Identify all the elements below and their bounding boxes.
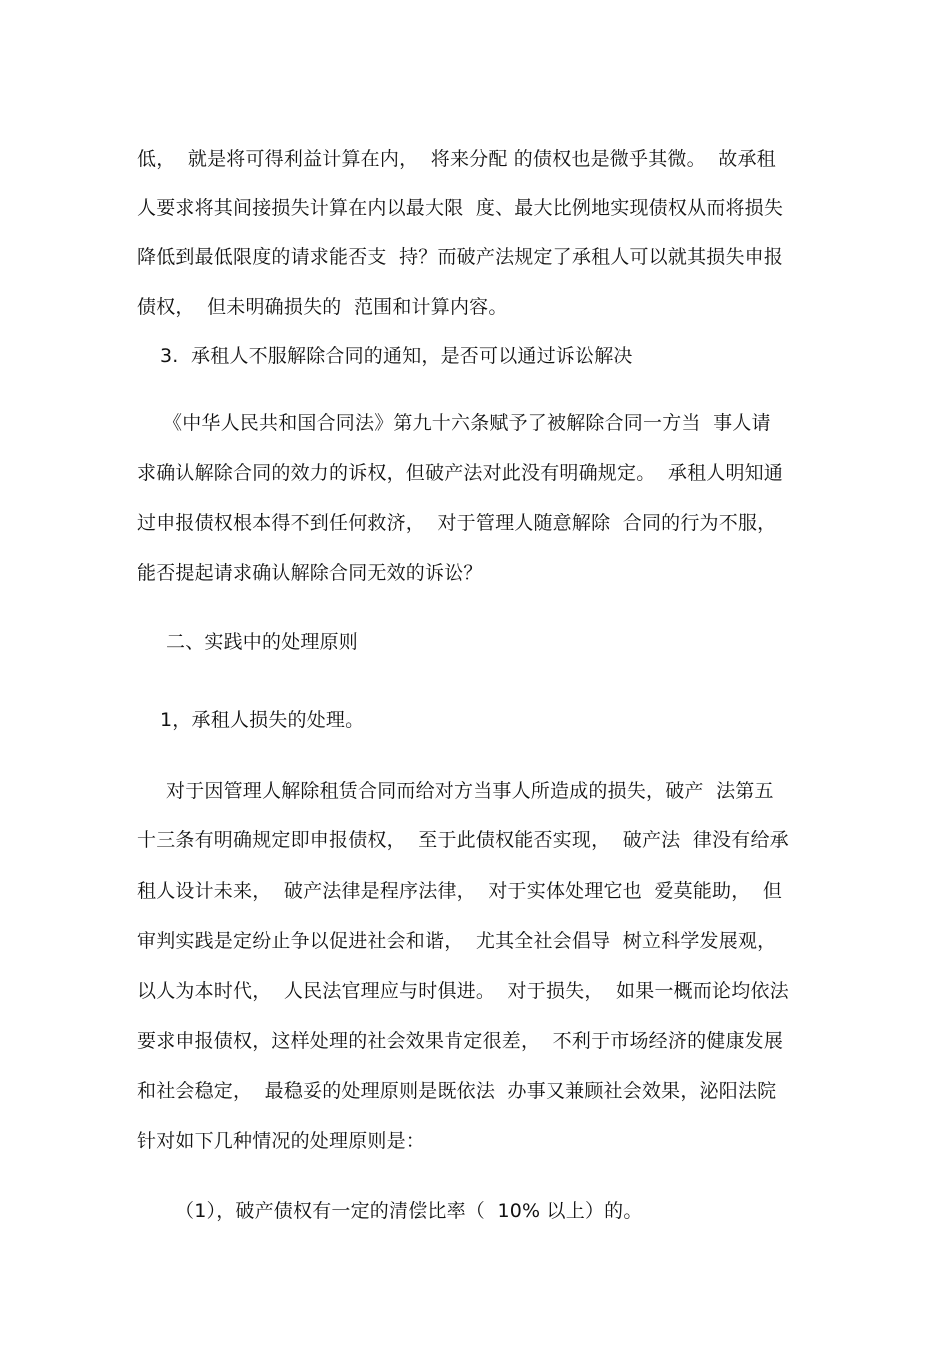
text-line: 针对如下几种情况的处理原则是：: [137, 1130, 426, 1152]
text-line: 债权， 但未明确损失的 范围和计算内容。: [137, 296, 508, 318]
text-line: 求确认解除合同的效力的诉权，但破产法对此没有明确规定。 承租人明知通: [137, 462, 784, 484]
text-line: 十三条有明确规定即申报债权， 至于此债权能否实现， 破产法 律没有给承: [137, 829, 789, 851]
text-line: 和社会稳定， 最稳妥的处理原则是既依法 办事又兼顾社会效果，泌阳法院: [137, 1080, 777, 1102]
text-line: 过申报债权根本得不到任何救济， 对于管理人随意解除 合同的行为不服，: [137, 512, 777, 534]
text-line: 以人为本时代， 人民法官理应与时俱进。 对于损失， 如果一概而论均依法: [137, 980, 789, 1002]
text-line: 要求申报债权，这样处理的社会效果肯定很差， 不利于市场经济的健康发展: [137, 1030, 784, 1052]
text-line: 审判实践是定纷止争以促进社会和谐， 尤其全社会倡导 树立科学发展观，: [137, 930, 777, 952]
text-line: 降低到最低限度的请求能否支 持？而破产法规定了承租人可以就其损失申报: [137, 246, 784, 268]
text-line: 《中华人民共和国合同法》第九十六条赋予了被解除合同一方当 事人请: [163, 412, 771, 434]
chapter-heading: 二、实践中的处理原则: [166, 631, 359, 653]
text-line: 人要求将其间接损失计算在内以最大限 度、最大比例地实现债权从而将损失: [137, 197, 784, 219]
text-line: 低， 就是将可得利益计算在内， 将来分配 的债权也是微乎其微。 故承租: [137, 148, 776, 170]
text-line: 租人设计未来， 破产法律是程序法律， 对于实体处理它也 爱莫能助， 但: [137, 880, 783, 902]
text-line: 对于因管理人解除租赁合同而给对方当事人所造成的损失，破产 法第五: [166, 780, 774, 802]
section-heading: 1，承租人损失的处理。: [160, 709, 365, 731]
text-line: 能否提起请求确认解除合同无效的诉讼？: [137, 562, 483, 584]
section-heading: 3. 承租人不服解除合同的通知，是否可以通过诉讼解决: [160, 345, 633, 367]
list-item: （1），破产债权有一定的清偿比率（ 10% 以上）的。: [175, 1200, 643, 1222]
